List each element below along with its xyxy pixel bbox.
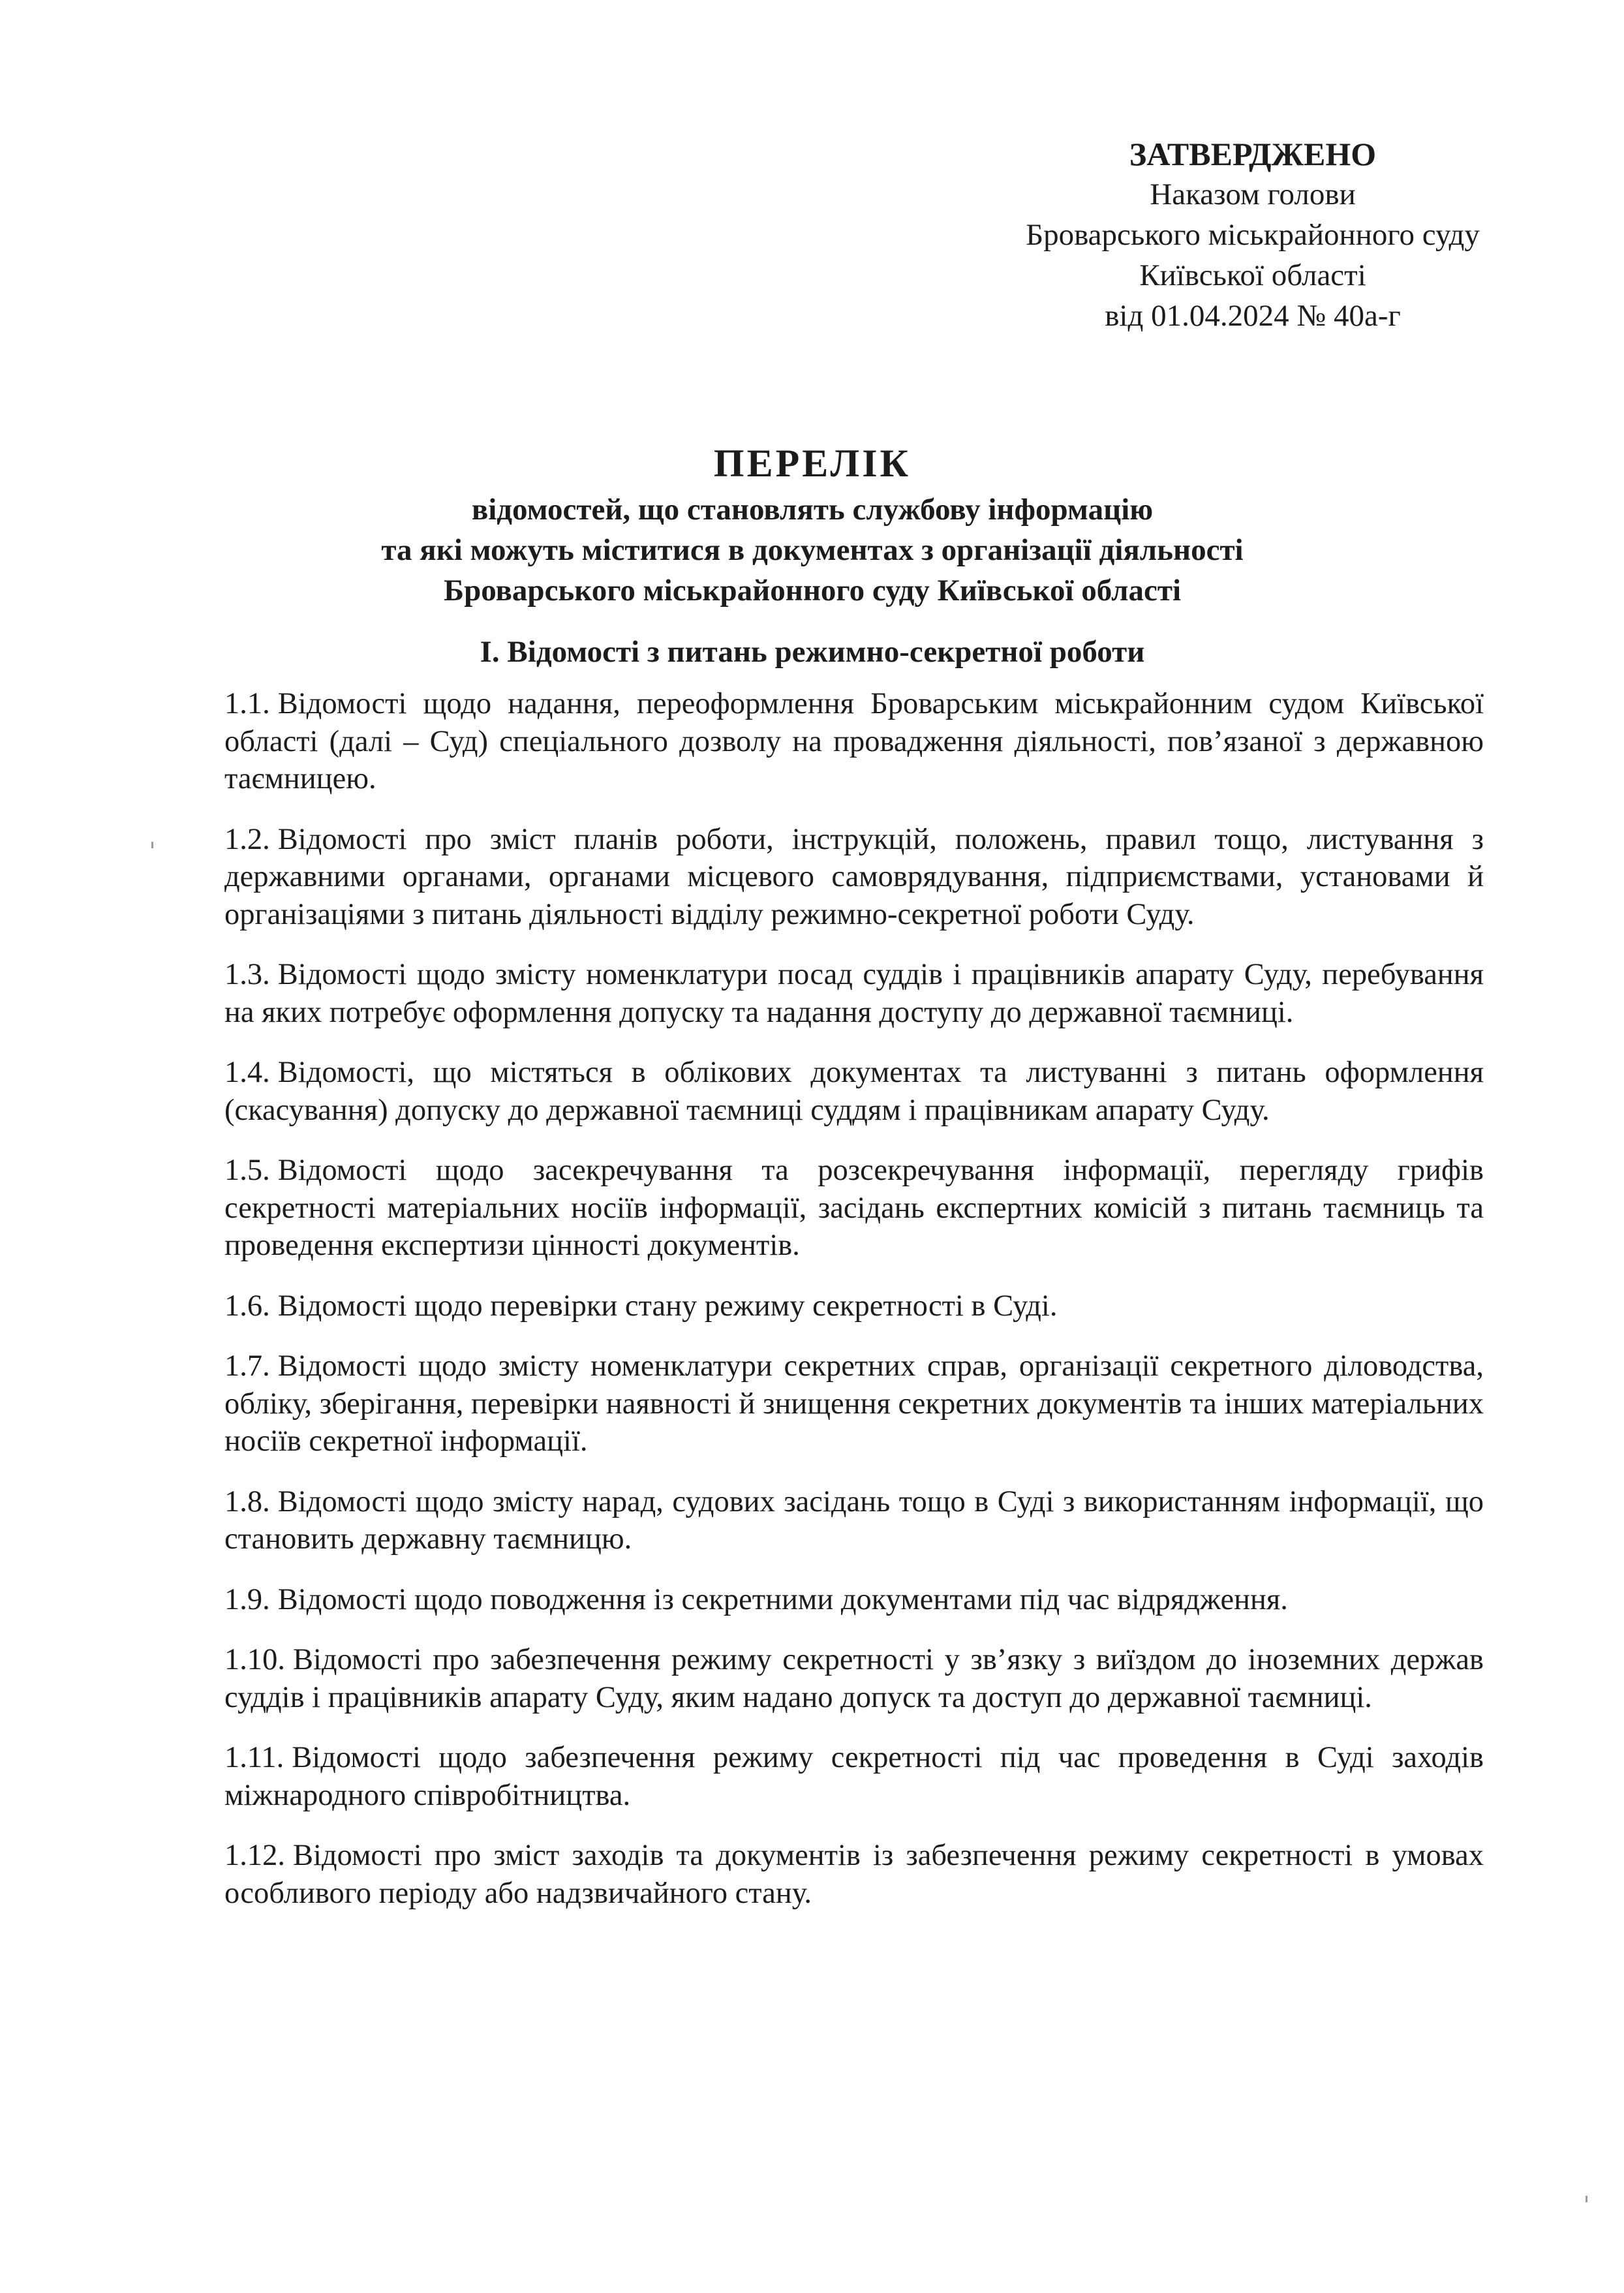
document-title-block [196, 437, 1429, 611]
list-item [224, 821, 1484, 934]
approval-line: від 01.04.2024 № 40а-г [1105, 299, 1401, 333]
item-number: 1.3. [224, 958, 270, 991]
scan-artifact-mark [1586, 2196, 1587, 2202]
item-text: Відомості про зміст планів роботи, інструкцій, положень, правил тощо, листування з державними органами, органами місцевого самоврядування, підприємствами, установами й організаціями з питань діяльності відділу режимно-секретної роботи Суду. [224, 822, 1484, 931]
item-number: 1.10. [224, 1643, 285, 1676]
list-item [224, 1483, 1484, 1558]
item-number: 1.1. [224, 687, 270, 720]
scan-artifact-mark [151, 842, 153, 848]
item-text: Відомості щодо надання, переоформлення Броварським міськрайонним судом Київської області (далі – Суд) спеціального дозволу на провадження діяльності, пов’язаної з державною таємницею. [224, 687, 1484, 795]
list-item [224, 1581, 1484, 1619]
list-item [224, 956, 1484, 1031]
document-subtitle-line: відомостей, що становлять службову інформацію [471, 493, 1154, 527]
list-item [224, 1054, 1484, 1129]
list-item [224, 1837, 1484, 1912]
item-text: Відомості щодо забезпечення режиму секретності під час проведення в Суді заходів міжнародного співробітництва. [224, 1741, 1484, 1812]
item-text: Відомості щодо змісту нарад, судових засідань тощо в Суді з використанням інформації, що становить державну таємницю. [224, 1485, 1484, 1556]
list-item [224, 1152, 1484, 1265]
item-text: Відомості щодо поводження із секретними документами під час відрядження. [277, 1582, 1288, 1616]
document-title: ПЕРЕЛІК [713, 442, 912, 485]
item-number: 1.8. [224, 1485, 270, 1518]
item-number: 1.11. [224, 1741, 284, 1774]
list-item [224, 1347, 1484, 1460]
approval-line: Броварського міськрайонного суду [1026, 218, 1480, 252]
list-item [224, 685, 1484, 798]
section-items [224, 685, 1484, 1935]
item-number: 1.12. [224, 1839, 285, 1872]
section-title: І. Відомості з питань режимно-секретної роботи [480, 635, 1145, 669]
item-text: Відомості щодо змісту номенклатури посад суддів і працівників апарату Суду, перебування на яких потребує оформлення допуску та надання доступу до державної таємниці. [224, 958, 1484, 1029]
document-subtitle-line: та які можуть міститися в документах з організації діяльності [381, 533, 1244, 567]
item-text: Відомості, що містяться в облікових документах та листуванні з питань оформлення (скасування) допуску до державної таємниці суддям і працівникам апарату Суду. [224, 1056, 1484, 1127]
list-item [224, 1287, 1484, 1325]
item-number: 1.9. [224, 1582, 270, 1616]
item-number: 1.5. [224, 1154, 270, 1187]
item-number: 1.4. [224, 1056, 270, 1089]
list-item [224, 1641, 1484, 1716]
list-item [224, 1739, 1484, 1814]
item-number: 1.7. [224, 1349, 270, 1383]
item-text: Відомості про забезпечення режиму секретності у зв’язку з виїздом до іноземних держав суддів і працівників апарату Суду, яким надано допуск та доступ до державної таємниці. [224, 1643, 1484, 1714]
approval-stamp [969, 134, 1537, 336]
approval-line: Київської області [1139, 258, 1366, 292]
item-text: Відомості щодо змісту номенклатури секретних справ, організації секретного діловодства, обліку, зберігання, перевірки наявності й знищення секретних документів та інших матеріальних носіїв секретної інформації. [224, 1349, 1484, 1458]
item-text: Відомості щодо засекречування та розсекречування інформації, перегляду грифів секретності матеріальних носіїв інформації, засідань експертних комісій з питань таємниць та проведення експертизи цінності документів. [224, 1154, 1484, 1262]
item-number: 1.6. [224, 1289, 270, 1323]
item-text: Відомості про зміст заходів та документів із забезпечення режиму секретності в умовах особливого періоду або надзвичайного стану. [224, 1839, 1484, 1910]
document-subtitle-line: Броварського міськрайонного суду Київської області [444, 574, 1181, 608]
item-text: Відомості щодо перевірки стану режиму секретності в Суді. [277, 1289, 1058, 1323]
approval-title: ЗАТВЕРДЖЕНО [1129, 136, 1377, 172]
item-number: 1.2. [224, 822, 270, 856]
approval-line: Наказом голови [1150, 177, 1356, 211]
